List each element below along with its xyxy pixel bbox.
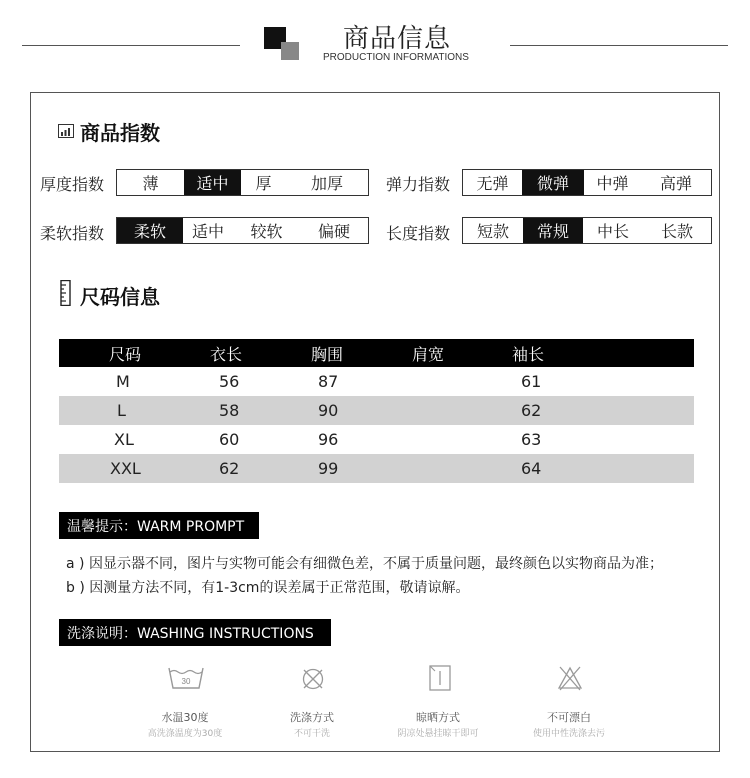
wash-item-sub: 不可干洗 — [293, 729, 330, 739]
cell-chest: 87 — [318, 372, 339, 391]
cell-sleeve: 61 — [521, 372, 542, 391]
page-title: 商品信息 — [343, 24, 452, 54]
length-options — [462, 217, 712, 244]
cell-size: XXL — [110, 459, 141, 478]
cell-chest: 99 — [318, 459, 339, 478]
thickness-option-thick: 厚 — [255, 174, 272, 193]
wash-item-title: 洗涤方式 — [290, 711, 334, 724]
size-table-header — [59, 339, 694, 367]
cell-sleeve: 64 — [521, 459, 542, 478]
header-square-gray — [281, 42, 299, 60]
size-table — [59, 339, 694, 483]
softness-option-soft: 柔软 — [117, 218, 183, 243]
elasticity-option-medium: 中弹 — [596, 174, 629, 193]
index-section-title: 商品指数 — [80, 121, 160, 145]
length-option-long: 长款 — [660, 222, 693, 241]
wash-temp-badge: 30 — [181, 677, 191, 686]
no-bleach-icon — [557, 665, 583, 691]
no-dry-clean-icon — [301, 667, 325, 691]
line-dry-icon — [429, 665, 451, 691]
table-row — [59, 396, 694, 425]
cell-length: 56 — [219, 372, 240, 391]
elasticity-options — [462, 169, 712, 196]
bar-chart-icon — [58, 124, 74, 138]
softness-option-medium: 适中 — [191, 222, 224, 241]
softness-option-stiff: 偏硬 — [317, 222, 350, 241]
page-subtitle: PRODUCTION INFORMATIONS — [323, 52, 469, 63]
note-b: b ) 因测量方法不同，有1-3cm的误差属于正常范围，敬请谅解。 — [66, 580, 470, 596]
washing-title: 洗涤说明：WASHING INSTRUCTIONS — [59, 619, 331, 646]
wash-item-title: 晾晒方式 — [416, 711, 460, 724]
ruler-icon — [60, 280, 72, 306]
warm-prompt-title: 温馨提示：WARM PROMPT — [59, 512, 259, 539]
thickness-options — [116, 169, 369, 196]
cell-length: 62 — [219, 459, 240, 478]
elasticity-option-high: 高弹 — [659, 174, 692, 193]
cell-length: 60 — [219, 430, 240, 449]
softness-option-fairly-soft: 较软 — [250, 222, 283, 241]
cell-size: XL — [114, 430, 134, 449]
length-option-short: 短款 — [476, 222, 509, 241]
softness-options — [116, 217, 369, 244]
header-size: 尺码 — [109, 344, 142, 364]
length-label: 长度指数 — [386, 224, 451, 243]
header-line-right — [510, 45, 728, 46]
cell-chest: 90 — [318, 401, 339, 420]
cell-sleeve: 63 — [521, 430, 542, 449]
table-row — [59, 367, 694, 396]
wash-item-sub: 高洗涤温度为30度 — [147, 729, 223, 739]
cell-length: 58 — [219, 401, 240, 420]
thickness-option-thin: 薄 — [142, 174, 159, 193]
wash-item-title: 水温30度 — [161, 711, 209, 724]
wash-item-title: 不可漂白 — [547, 711, 591, 724]
header-sleeve: 袖长 — [512, 344, 545, 364]
length-option-regular: 常规 — [523, 218, 583, 243]
length-option-mid-long: 中长 — [596, 222, 629, 241]
thickness-label: 厚度指数 — [40, 175, 105, 194]
softness-label: 柔软指数 — [40, 224, 105, 243]
table-row — [59, 454, 694, 483]
elasticity-option-slight: 微弹 — [522, 170, 584, 195]
wash-item-sub: 阴凉处悬挂晾干即可 — [397, 729, 479, 739]
note-a: a ) 因显示器不同，图片与实物可能会有细微色差，不属于质量问题，最终颜色以实物商品为准； — [66, 556, 663, 572]
cell-size: L — [117, 401, 126, 420]
cell-sleeve: 62 — [521, 401, 542, 420]
elasticity-label: 弹力指数 — [386, 175, 451, 194]
header-chest: 胸围 — [311, 344, 344, 364]
header-length: 衣长 — [210, 344, 243, 364]
size-section-title: 尺码信息 — [80, 285, 160, 309]
wash-item-sub: 使用中性洗涤去污 — [532, 729, 605, 739]
elasticity-option-none: 无弹 — [476, 174, 509, 193]
thickness-option-medium: 适中 — [184, 170, 241, 195]
header-shoulder: 肩宽 — [412, 344, 445, 364]
cell-chest: 96 — [318, 430, 339, 449]
header-line-left — [22, 45, 240, 46]
wash-30-icon — [168, 666, 204, 690]
thickness-option-extra-thick: 加厚 — [310, 174, 343, 193]
cell-size: M — [116, 372, 130, 391]
table-row — [59, 425, 694, 454]
